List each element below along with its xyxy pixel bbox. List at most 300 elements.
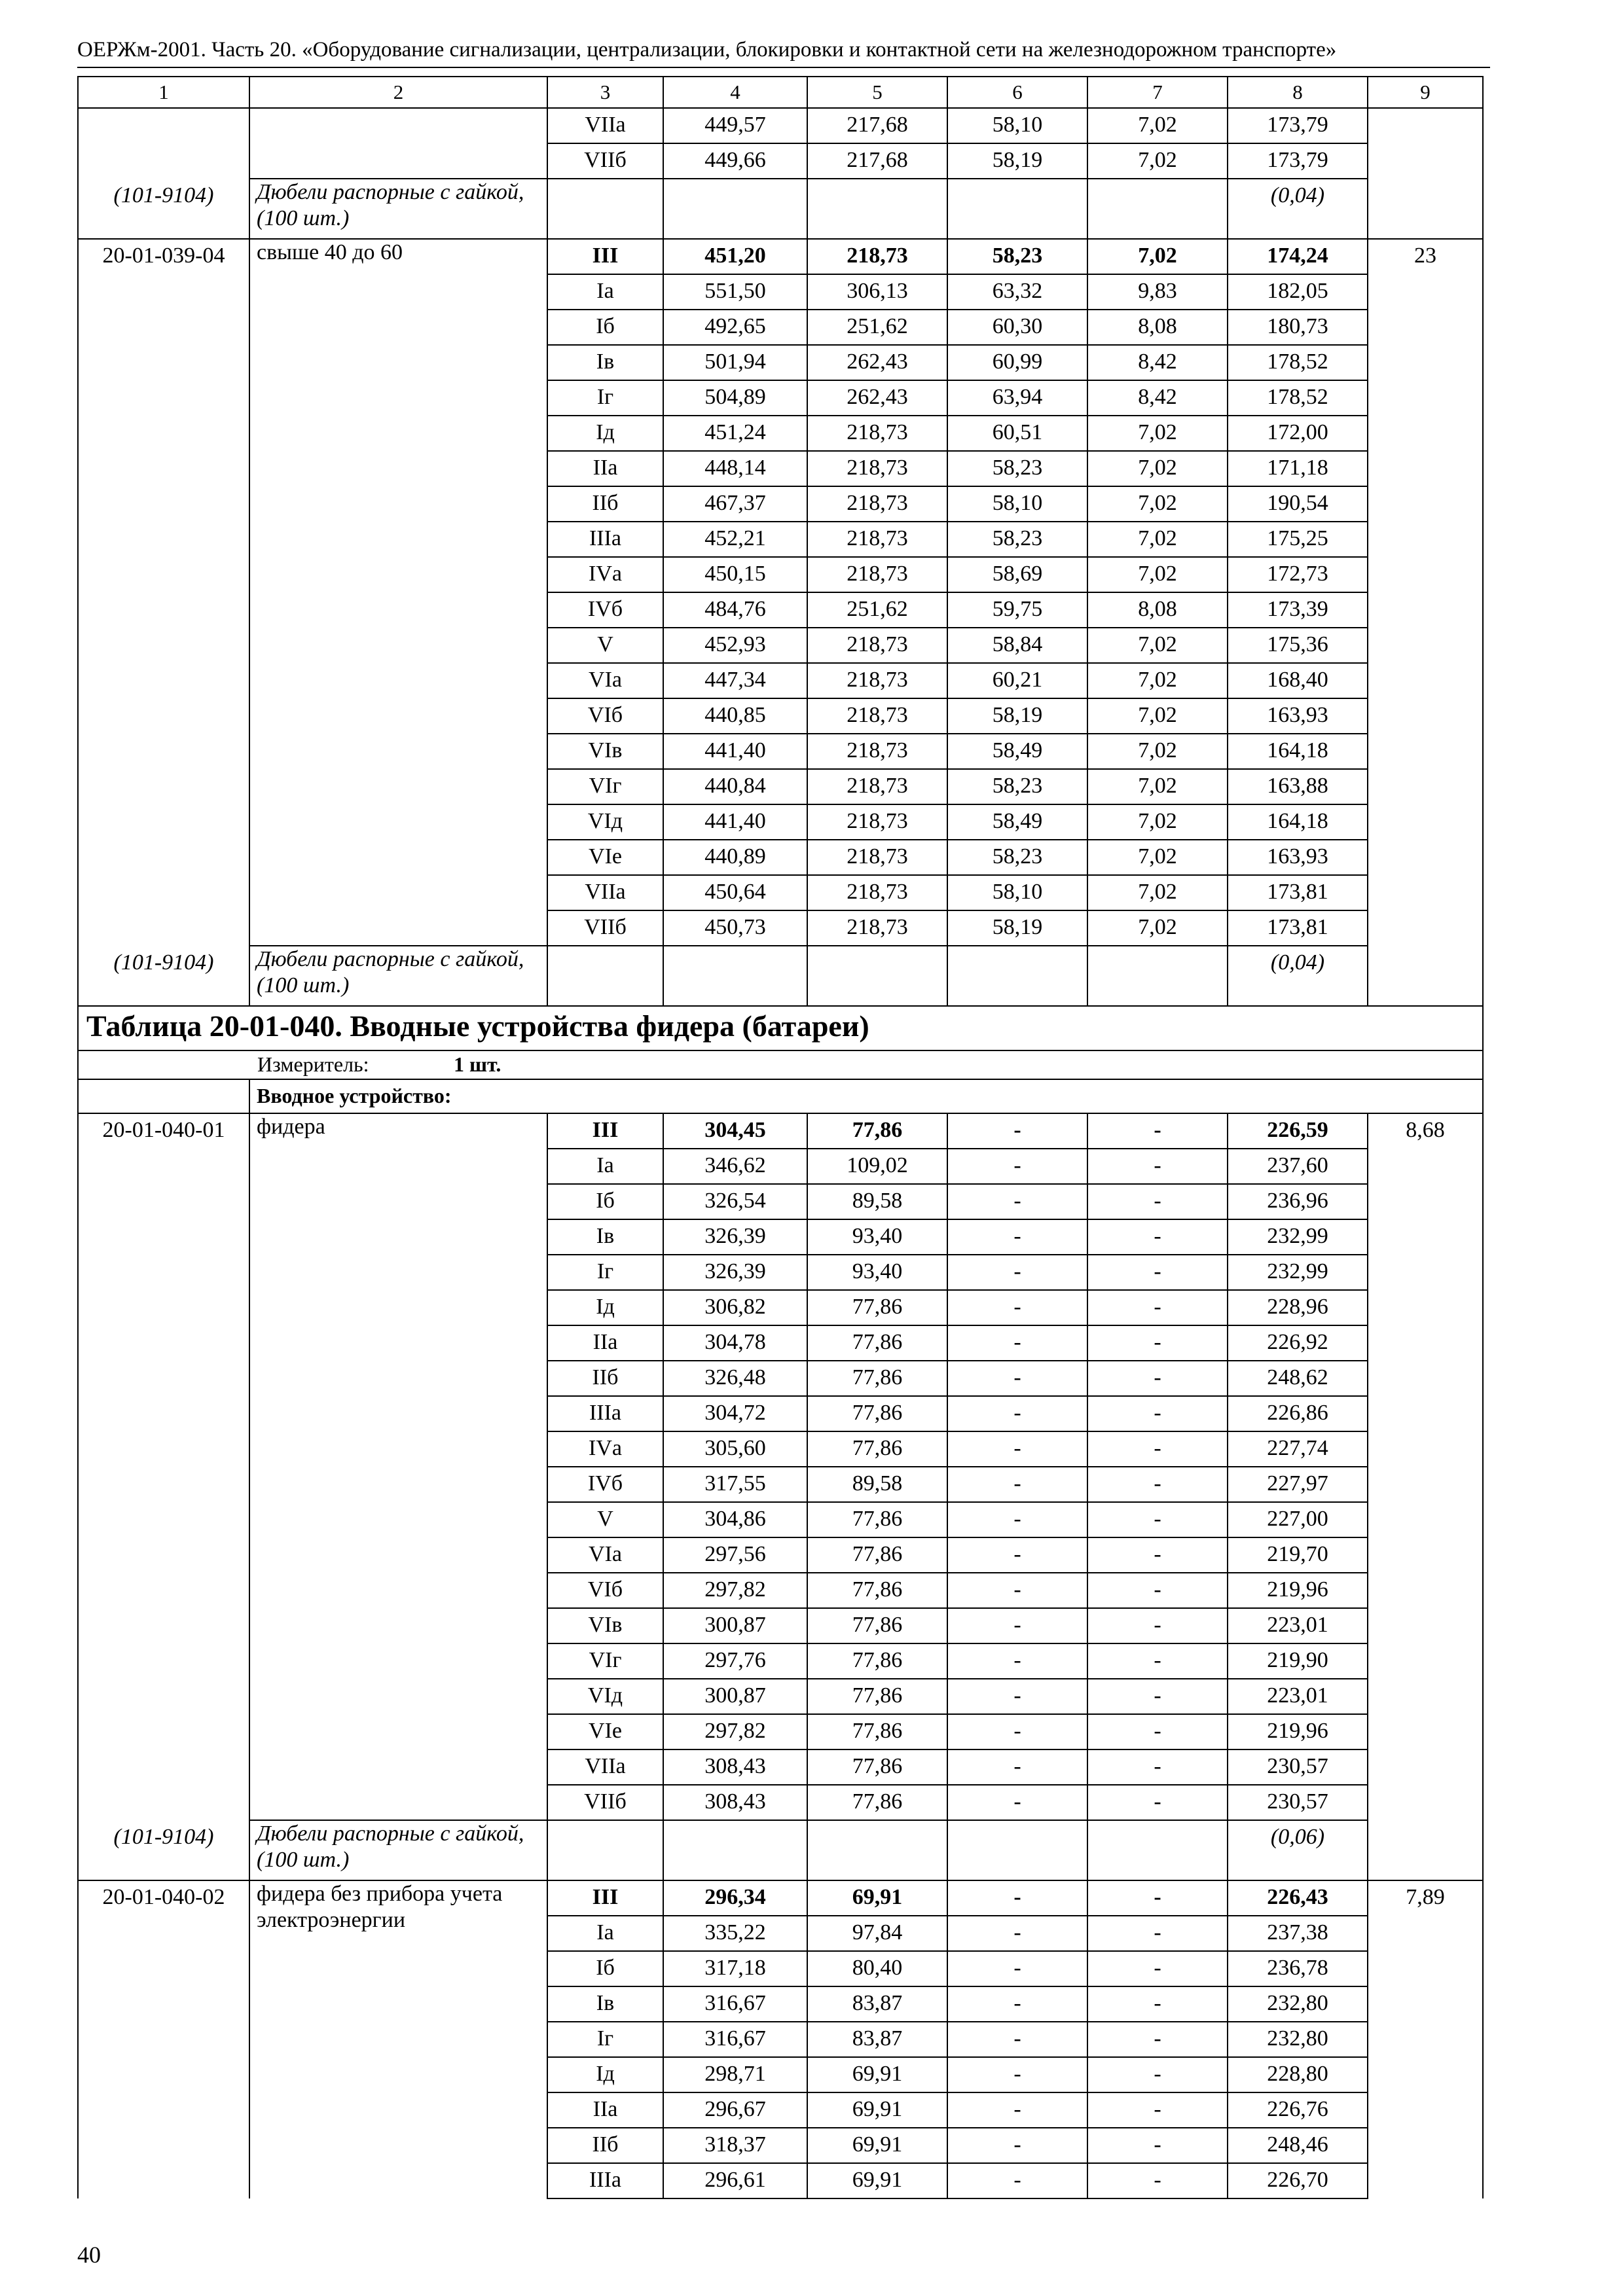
materials-cost-cell: 248,62 [1228,1361,1368,1396]
zone-cell: IIа [547,1325,663,1361]
materials-cost-cell: 180,73 [1228,310,1368,345]
zone-cell: Iд [547,2057,663,2092]
materials-cost-cell: 226,43 [1228,1880,1368,1916]
note-value-cell: (0,06) [1228,1820,1368,1880]
machine-cost-cell: - [947,1785,1087,1820]
machinist-wage-cell: 7,02 [1087,910,1228,946]
note-text-cell [249,946,547,1006]
materials-cost-cell: 219,90 [1228,1643,1368,1679]
machine-cost-cell: 58,19 [947,143,1087,179]
note-text-cell [249,179,547,239]
wage-cell: 89,58 [807,1467,947,1502]
total-cost-cell: 297,82 [663,1573,807,1608]
total-cost-cell: 304,72 [663,1396,807,1431]
materials-cost-cell: 228,80 [1228,2057,1368,2092]
zone-cell: VIIа [547,1749,663,1785]
total-cost-cell: 297,82 [663,1714,807,1749]
zone-cell: VIIб [547,143,663,179]
materials-cost-cell: 223,01 [1228,1608,1368,1643]
code-cell: 20-01-040-02 [78,1880,249,2198]
wage-cell: 218,73 [807,628,947,663]
machinist-wage-cell: - [1087,1880,1228,1916]
materials-cost-cell: 237,60 [1228,1149,1368,1184]
wage-cell: 93,40 [807,1255,947,1290]
subheading: Вводное устройство: [249,1079,1483,1113]
total-cost-cell: 492,65 [663,310,807,345]
cell-empty [78,1079,249,1113]
machinist-wage-cell: 7,02 [1087,875,1228,910]
machine-cost-cell: - [947,1361,1087,1396]
zone-cell: V [547,1502,663,1537]
wage-cell: 217,68 [807,108,947,143]
materials-cost-cell: 227,74 [1228,1431,1368,1467]
machinist-wage-cell: - [1087,1608,1228,1643]
header-rule [77,67,1490,68]
column-number: 3 [547,77,663,108]
wage-cell: 262,43 [807,380,947,416]
materials-cost-cell: 232,99 [1228,1255,1368,1290]
machine-cost-cell: 58,10 [947,486,1087,522]
total-cost-cell: 308,43 [663,1749,807,1785]
machine-cost-cell: - [947,1714,1087,1749]
cell-empty [807,179,947,239]
machinist-wage-cell: 8,42 [1087,380,1228,416]
zone-cell: VIг [547,769,663,804]
machinist-wage-cell: 7,02 [1087,663,1228,698]
total-cost-cell: 451,24 [663,416,807,451]
zone-cell: VIв [547,1608,663,1643]
machine-cost-cell: 58,23 [947,522,1087,557]
zone-cell: VIв [547,734,663,769]
machine-cost-cell: 60,21 [947,663,1087,698]
code-cell: 20-01-040-01 (101-9104) [78,1113,249,1880]
materials-cost-cell: 223,01 [1228,1679,1368,1714]
wage-cell: 77,86 [807,1502,947,1537]
total-cost-cell: 440,84 [663,769,807,804]
wage-cell: 77,86 [807,1714,947,1749]
machine-cost-cell: - [947,2163,1087,2198]
machinist-wage-cell: - [1087,2163,1228,2198]
meter-cell [78,1050,1483,1079]
machinist-wage-cell: 7,02 [1087,698,1228,734]
total-cost-cell: 326,48 [663,1361,807,1396]
machine-cost-cell: - [947,1290,1087,1325]
wage-cell: 251,62 [807,310,947,345]
wage-cell: 89,58 [807,1184,947,1219]
cell-empty [663,1820,807,1880]
column-number-row [78,77,1483,108]
wage-cell: 218,73 [807,416,947,451]
wage-cell: 218,73 [807,910,947,946]
machine-cost-cell: 58,23 [947,769,1087,804]
machinist-wage-cell: - [1087,1113,1228,1149]
labor-cell: 8,68 [1368,1113,1483,1880]
column-number: 7 [1087,77,1228,108]
total-cost-cell: 300,87 [663,1608,807,1643]
machine-cost-cell: - [947,1880,1087,1916]
machinist-wage-cell: 7,02 [1087,486,1228,522]
machinist-wage-cell: - [1087,1785,1228,1820]
zone-cell: IVб [547,592,663,628]
zone-cell: VIIб [547,1785,663,1820]
zone-cell: VIIа [547,108,663,143]
column-number: 6 [947,77,1087,108]
name-cell: свыше 40 до 60 [249,239,547,946]
machinist-wage-cell: - [1087,1290,1228,1325]
total-cost-cell: 447,34 [663,663,807,698]
cell-empty [1087,179,1228,239]
machinist-wage-cell: - [1087,1986,1228,2022]
cell-empty [1087,946,1228,1006]
total-cost-cell: 441,40 [663,734,807,769]
wage-cell: 218,73 [807,663,947,698]
machine-cost-cell: - [947,2092,1087,2128]
wage-cell: 218,73 [807,451,947,486]
machine-cost-cell: 58,19 [947,910,1087,946]
wage-cell: 83,87 [807,1986,947,2022]
zone-cell: VIе [547,1714,663,1749]
machine-cost-cell: - [947,1219,1087,1255]
machinist-wage-cell: 9,83 [1087,274,1228,310]
note-text: Дюбели распорные с гайкой, (100 шт.) [257,1821,524,1872]
machine-cost-cell: 58,49 [947,734,1087,769]
zone-cell: Iв [547,1986,663,2022]
machinist-wage-cell: - [1087,1255,1228,1290]
machinist-wage-cell: - [1087,1431,1228,1467]
materials-cost-cell: 226,59 [1228,1113,1368,1149]
wage-cell: 218,73 [807,734,947,769]
zone-cell: IIIа [547,522,663,557]
zone-cell: IIб [547,486,663,522]
wage-cell: 83,87 [807,2022,947,2057]
machine-cost-cell: 58,10 [947,108,1087,143]
total-cost-cell: 448,14 [663,451,807,486]
material-note-row [78,946,1483,1006]
materials-cost-cell: 163,93 [1228,698,1368,734]
zone-cell: Iа [547,274,663,310]
material-note-row [78,179,1483,239]
machine-cost-cell: 63,94 [947,380,1087,416]
machine-cost-cell: - [947,1916,1087,1951]
table-title-row [78,1006,1483,1050]
machine-cost-cell: - [947,1467,1087,1502]
zone-cell: Iа [547,1149,663,1184]
machine-cost-cell: - [947,1431,1087,1467]
materials-cost-cell: 171,18 [1228,451,1368,486]
zone-cell: VIб [547,1573,663,1608]
total-cost-cell: 317,18 [663,1951,807,1986]
machinist-wage-cell: - [1087,1184,1228,1219]
machine-cost-cell: 60,30 [947,310,1087,345]
column-number: 2 [249,77,547,108]
machine-cost-cell: - [947,2057,1087,2092]
machine-cost-cell: 58,49 [947,804,1087,840]
labor-cell: 23 [1368,239,1483,1006]
machine-cost-cell: 58,84 [947,628,1087,663]
cell-empty [1087,1820,1228,1880]
machinist-wage-cell: 7,02 [1087,108,1228,143]
total-cost-cell: 449,66 [663,143,807,179]
machine-cost-cell: 58,23 [947,239,1087,274]
wage-cell: 251,62 [807,592,947,628]
wage-cell: 218,73 [807,804,947,840]
materials-cost-cell: 163,88 [1228,769,1368,804]
materials-cost-cell: 174,24 [1228,239,1368,274]
machinist-wage-cell: - [1087,1467,1228,1502]
materials-cost-cell: 172,73 [1228,557,1368,592]
machine-cost-cell: - [947,1679,1087,1714]
machinist-wage-cell: - [1087,1573,1228,1608]
zone-cell: IVа [547,557,663,592]
materials-cost-cell: 227,00 [1228,1502,1368,1537]
zone-cell: V [547,628,663,663]
machinist-wage-cell: - [1087,1396,1228,1431]
materials-cost-cell: 164,18 [1228,734,1368,769]
wage-cell: 77,86 [807,1113,947,1149]
total-cost-cell: 304,45 [663,1113,807,1149]
cell-empty [547,946,663,1006]
machine-cost-cell: - [947,1396,1087,1431]
total-cost-cell: 346,62 [663,1149,807,1184]
total-cost-cell: 297,76 [663,1643,807,1679]
total-cost-cell: 317,55 [663,1467,807,1502]
wage-cell: 69,91 [807,2092,947,2128]
machine-cost-cell: 58,23 [947,840,1087,875]
wage-cell: 77,86 [807,1396,947,1431]
wage-cell: 306,13 [807,274,947,310]
total-cost-cell: 501,94 [663,345,807,380]
machine-cost-cell: 60,99 [947,345,1087,380]
zone-cell: IVб [547,1467,663,1502]
cell-empty [807,1820,947,1880]
meter-row [78,1050,1483,1079]
materials-cost-cell: 175,25 [1228,522,1368,557]
zone-cell: Iд [547,416,663,451]
material-note-row [78,1820,1483,1880]
total-cost-cell: 316,67 [663,1986,807,2022]
subheading-row [78,1079,1483,1113]
machine-cost-cell: 58,19 [947,698,1087,734]
materials-cost-cell: 173,81 [1228,910,1368,946]
total-cost-cell: 504,89 [663,380,807,416]
machine-cost-cell: - [947,1537,1087,1573]
column-number: 1 [78,77,249,108]
machinist-wage-cell: 8,08 [1087,310,1228,345]
zone-cell: Iб [547,310,663,345]
materials-cost-cell: 232,80 [1228,1986,1368,2022]
materials-cost-cell: 227,97 [1228,1467,1368,1502]
machine-cost-cell: - [947,2022,1087,2057]
zone-cell: III [547,1880,663,1916]
zone-cell: IIб [547,2128,663,2163]
wage-cell: 77,86 [807,1537,947,1573]
wage-cell: 218,73 [807,239,947,274]
machine-cost-cell: - [947,1573,1087,1608]
name-cell: фидера [249,1113,547,1820]
zone-cell: IIа [547,2092,663,2128]
machinist-wage-cell: - [1087,1916,1228,1951]
materials-cost-cell: 178,52 [1228,345,1368,380]
total-cost-cell: 452,93 [663,628,807,663]
machinist-wage-cell: - [1087,1361,1228,1396]
note-code: (101-9104) [113,1825,214,1849]
note-text-cell [249,1820,547,1880]
wage-cell: 69,91 [807,2057,947,2092]
machine-cost-cell: - [947,1643,1087,1679]
zone-cell: VIа [547,663,663,698]
zone-cell: VIIб [547,910,663,946]
zone-cell: IIа [547,451,663,486]
wage-cell: 77,86 [807,1290,947,1325]
zone-cell: VIб [547,698,663,734]
machinist-wage-cell: 7,02 [1087,143,1228,179]
wage-cell: 218,73 [807,522,947,557]
machinist-wage-cell: - [1087,1643,1228,1679]
machinist-wage-cell: - [1087,1325,1228,1361]
machinist-wage-cell: - [1087,1714,1228,1749]
machinist-wage-cell: - [1087,2092,1228,2128]
machine-cost-cell: - [947,1608,1087,1643]
total-cost-cell: 300,87 [663,1679,807,1714]
materials-cost-cell: 230,57 [1228,1749,1368,1785]
materials-cost-cell: 219,70 [1228,1537,1368,1573]
machinist-wage-cell: - [1087,2057,1228,2092]
machinist-wage-cell: - [1087,1537,1228,1573]
zone-cell: VIг [547,1643,663,1679]
total-cost-cell: 452,21 [663,522,807,557]
zone-cell: Iб [547,1184,663,1219]
zone-cell: Iа [547,1916,663,1951]
materials-cost-cell: 232,80 [1228,2022,1368,2057]
zone-cell: IVа [547,1431,663,1467]
cell-empty [947,1820,1087,1880]
zone-cell: Iг [547,1255,663,1290]
total-cost-cell: 297,56 [663,1537,807,1573]
materials-cost-cell: 226,86 [1228,1396,1368,1431]
name-cell: фидера без прибора учета электроэнергии [249,1880,547,2198]
wage-cell: 109,02 [807,1149,947,1184]
note-text: Дюбели распорные с гайкой, (100 шт.) [257,947,524,997]
materials-cost-cell: 230,57 [1228,1785,1368,1820]
total-cost-cell: 296,67 [663,2092,807,2128]
zone-cell: VIд [547,1679,663,1714]
total-cost-cell: 304,86 [663,1502,807,1537]
wage-cell: 262,43 [807,345,947,380]
machine-cost-cell: - [947,2128,1087,2163]
column-number: 5 [807,77,947,108]
zone-cell: VIе [547,840,663,875]
code-cell: 20-01-039-04 (101-9104) [78,239,249,1006]
total-cost-cell: 450,73 [663,910,807,946]
materials-cost-cell: 228,96 [1228,1290,1368,1325]
total-cost-cell: 304,78 [663,1325,807,1361]
materials-cost-cell: 219,96 [1228,1714,1368,1749]
machinist-wage-cell: 7,02 [1087,239,1228,274]
total-cost-cell: 441,40 [663,804,807,840]
cell-empty [547,1820,663,1880]
wage-cell: 77,86 [807,1573,947,1608]
machinist-wage-cell: 7,02 [1087,628,1228,663]
code-cell [78,108,249,239]
machine-cost-cell: - [947,1986,1087,2022]
cell-empty [947,946,1087,1006]
cell-empty [947,179,1087,239]
total-cost-cell: 316,67 [663,2022,807,2057]
materials-cost-cell: 190,54 [1228,486,1368,522]
zone-cell: III [547,239,663,274]
zone-cell: Iб [547,1951,663,1986]
machinist-wage-cell: 7,02 [1087,451,1228,486]
machinist-wage-cell: 7,02 [1087,734,1228,769]
total-cost-cell: 451,20 [663,239,807,274]
machinist-wage-cell: 7,02 [1087,557,1228,592]
zone-cell: IIIа [547,1396,663,1431]
wage-cell: 218,73 [807,557,947,592]
meter-value: 1 шт. [454,1052,501,1076]
machinist-wage-cell: - [1087,1502,1228,1537]
price-table [77,76,1484,2199]
wage-cell: 69,91 [807,1880,947,1916]
materials-cost-cell: 226,76 [1228,2092,1368,2128]
total-cost-cell: 450,15 [663,557,807,592]
machinist-wage-cell: 7,02 [1087,522,1228,557]
materials-cost-cell: 173,79 [1228,143,1368,179]
meter-label: Измеритель: [257,1052,369,1076]
wage-cell: 77,86 [807,1749,947,1785]
total-cost-cell: 440,89 [663,840,807,875]
machinist-wage-cell: 7,02 [1087,804,1228,840]
zone-cell: IIб [547,1361,663,1396]
total-cost-cell: 305,60 [663,1431,807,1467]
total-cost-cell: 318,37 [663,2128,807,2163]
total-cost-cell: 296,34 [663,1880,807,1916]
cell-empty [663,946,807,1006]
machinist-wage-cell: - [1087,2128,1228,2163]
labor-cell [1368,108,1483,239]
machinist-wage-cell: 7,02 [1087,416,1228,451]
page-header-title: ОЕРЖм-2001. Часть 20. «Оборудование сигнализации, централизации, блокировки и контактной сети на железнодорожном транспорте» [77,38,1337,62]
wage-cell: 69,91 [807,2128,947,2163]
total-cost-cell: 450,64 [663,875,807,910]
name-cell [249,108,547,179]
wage-cell: 218,73 [807,875,947,910]
zone-cell: VIIа [547,875,663,910]
cell-empty [663,179,807,239]
wage-cell: 97,84 [807,1916,947,1951]
wage-cell: 93,40 [807,1219,947,1255]
machine-cost-cell: 58,69 [947,557,1087,592]
total-cost-cell: 449,57 [663,108,807,143]
table-title: Таблица 20-01-040. Вводные устройства фидера (батареи) [78,1006,1483,1050]
materials-cost-cell: 236,96 [1228,1184,1368,1219]
wage-cell: 218,73 [807,486,947,522]
note-text: Дюбели распорные с гайкой, (100 шт.) [257,180,524,230]
materials-cost-cell: 175,36 [1228,628,1368,663]
machinist-wage-cell: 7,02 [1087,769,1228,804]
total-cost-cell: 440,85 [663,698,807,734]
materials-cost-cell: 226,70 [1228,2163,1368,2198]
machine-cost-cell: - [947,1255,1087,1290]
materials-cost-cell: 172,00 [1228,416,1368,451]
machinist-wage-cell: - [1087,2022,1228,2057]
table-row [78,108,1483,143]
wage-cell: 80,40 [807,1951,947,1986]
total-cost-cell: 551,50 [663,274,807,310]
cell-empty [807,946,947,1006]
page-number: 40 [77,2242,101,2268]
note-code: (101-9104) [113,183,214,207]
machine-cost-cell: 58,10 [947,875,1087,910]
